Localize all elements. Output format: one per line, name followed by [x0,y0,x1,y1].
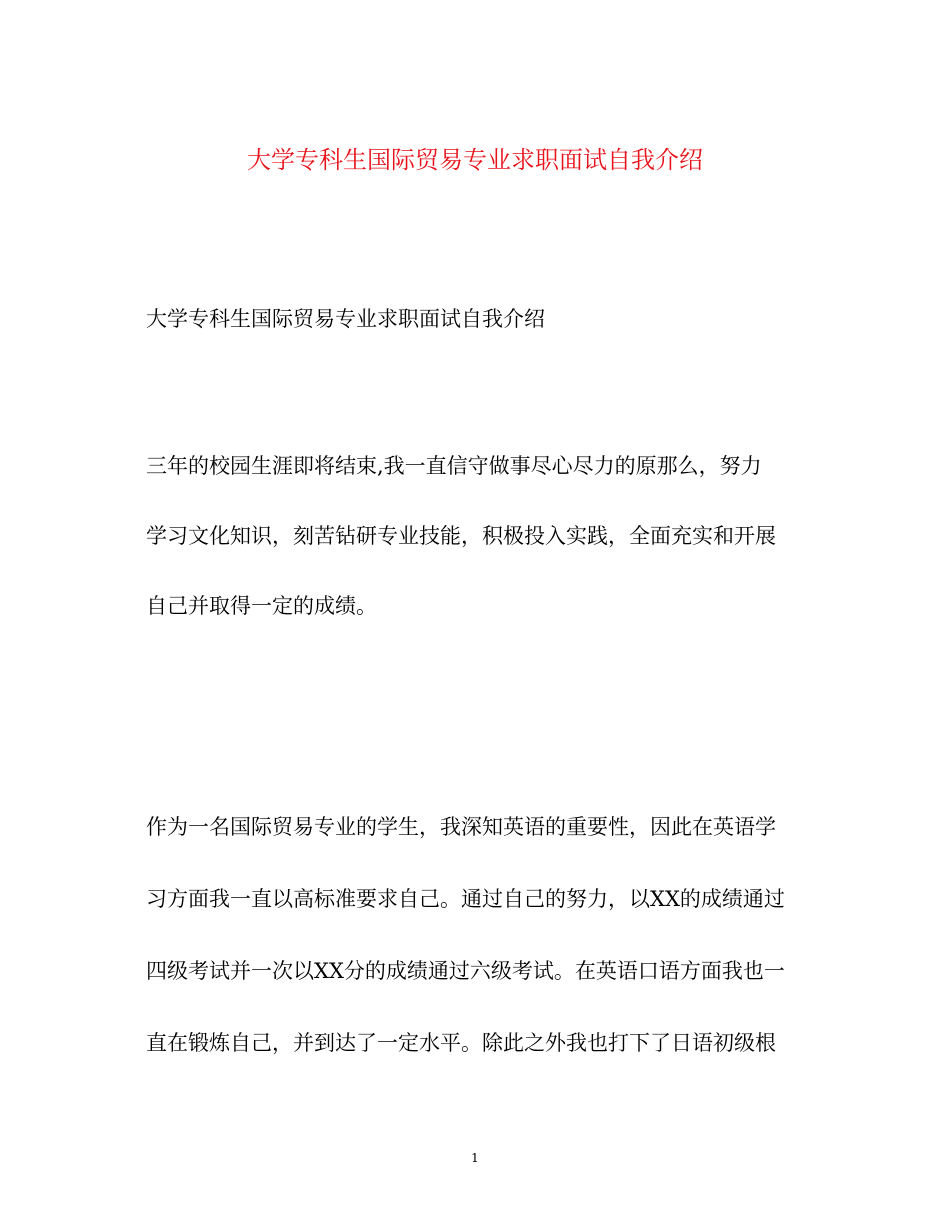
paragraph-line: 四级考试并一次以XX分的成绩通过六级考试。在英语口语方面我也一 [146,959,785,983]
paragraph-line: 三年的校园生涯即将结束,我一直信守做事尽心尽力的原那么，努力 [146,454,762,478]
document-title: 大学专科生国际贸易专业求职面试自我介绍 [247,146,703,174]
paragraph-line: 习方面我一直以高标准要求自己。通过自己的努力，以XX的成绩通过 [146,887,785,911]
paragraph-line: 直在锻炼自己，并到达了一定水平。除此之外我也打下了日语初级根 [146,1031,776,1055]
paragraph-line: 学习文化知识，刻苦钻研专业技能，积极投入实践，全面充实和开展 [146,524,776,548]
page-number: 1 [471,1151,479,1165]
paragraph-line: 作为一名国际贸易专业的学生，我深知英语的重要性，因此在英语学 [146,815,776,839]
paragraph-line: 自己并取得一定的成绩。 [146,594,377,618]
document-subtitle: 大学专科生国际贸易专业求职面试自我介绍 [146,307,545,331]
